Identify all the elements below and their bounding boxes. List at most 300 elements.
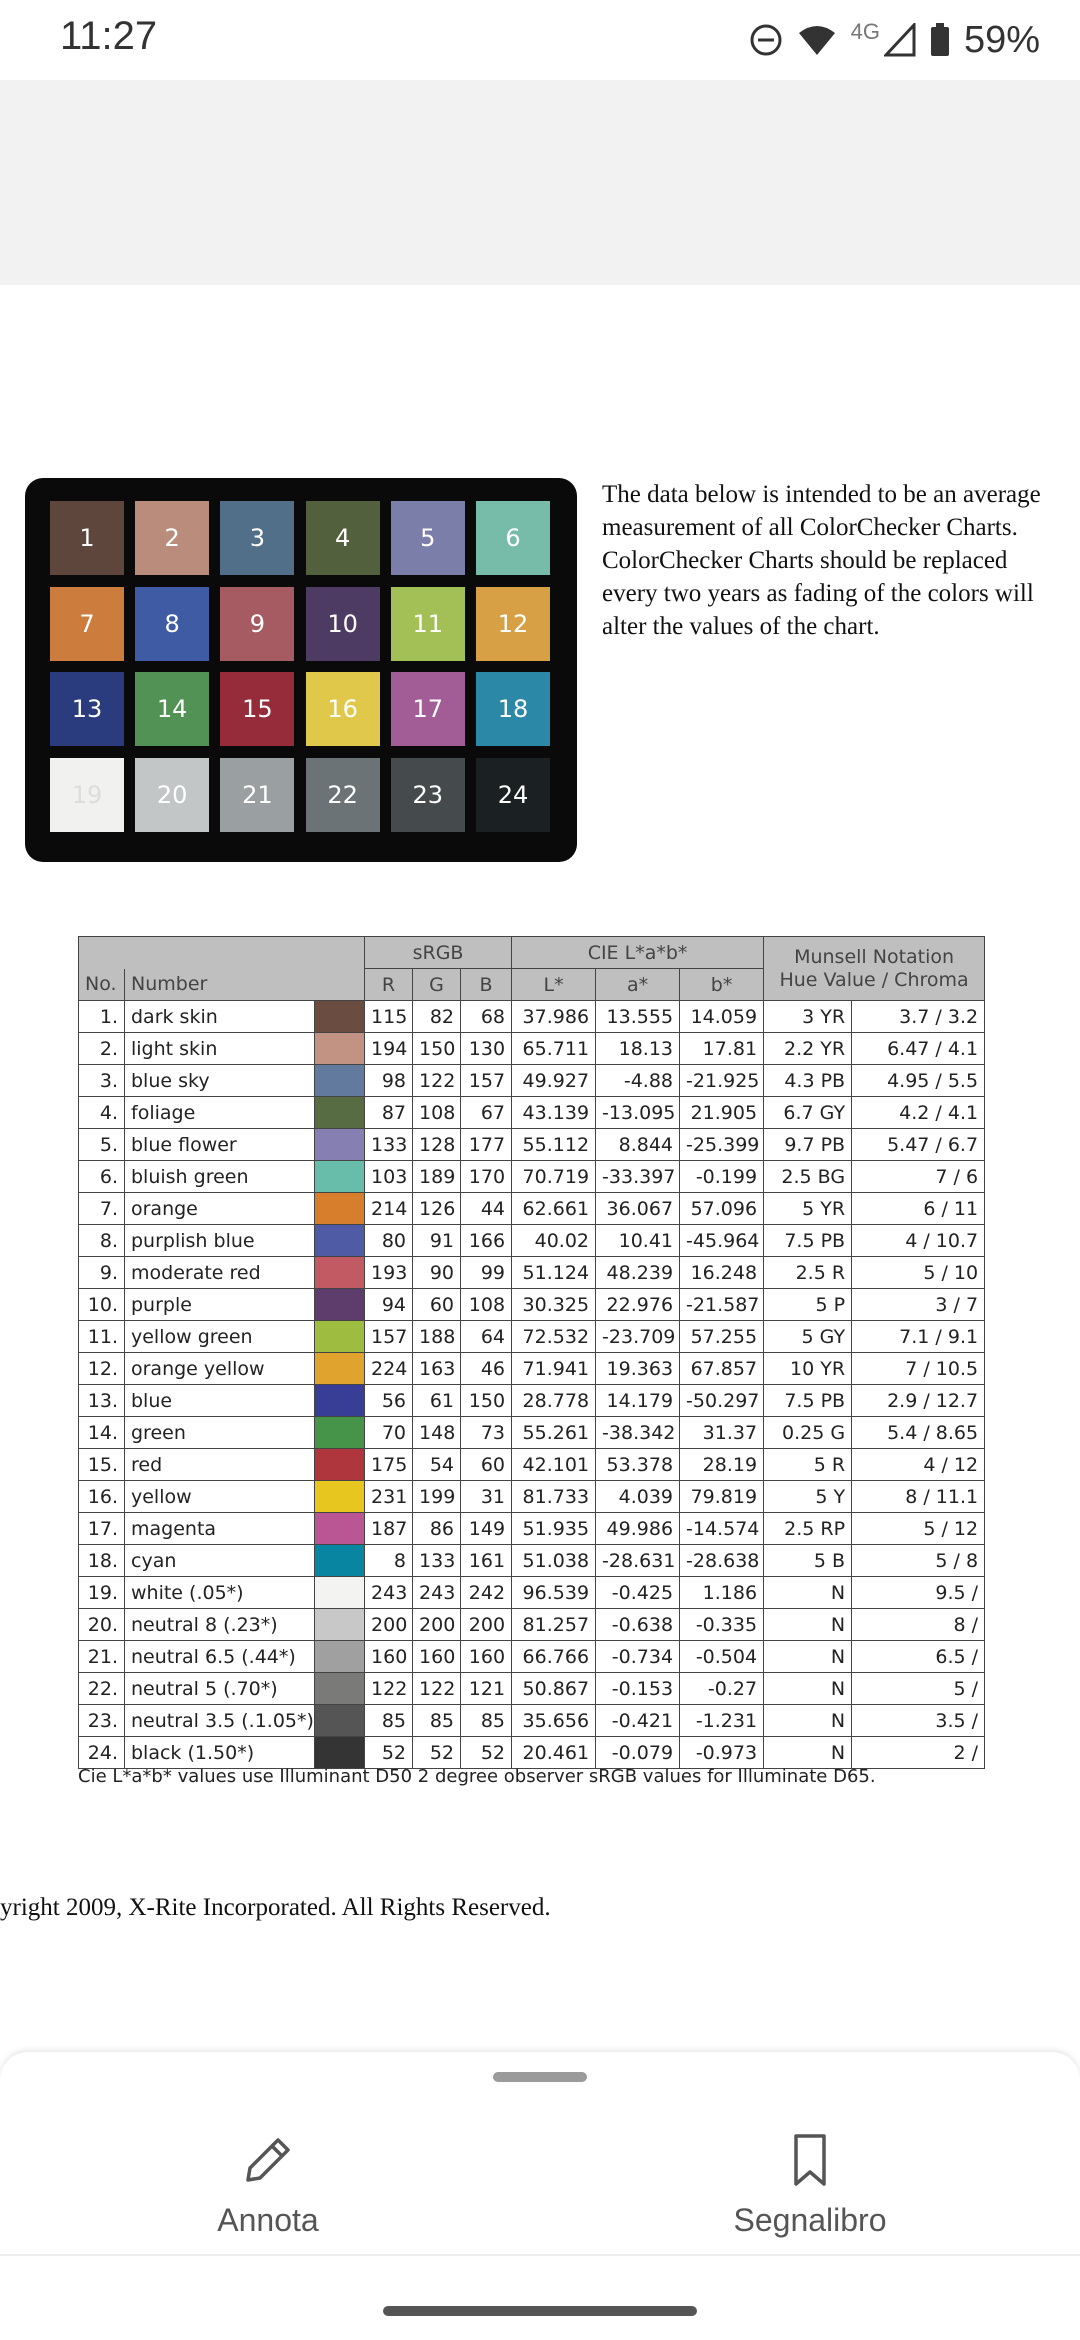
cell-vc: 3.5 / [852, 1705, 985, 1737]
cell-hue: 3 YR [764, 1001, 852, 1033]
cell-b: 242 [461, 1577, 512, 1609]
checker-patch-number: 13 [71, 695, 103, 723]
gesture-nav-bar[interactable] [383, 2306, 697, 2316]
cell-hue: 5 B [764, 1545, 852, 1577]
cell-no: 20. [79, 1609, 125, 1641]
checker-patch [50, 758, 124, 832]
cell-r: 8 [365, 1545, 413, 1577]
cell-b: 64 [461, 1321, 512, 1353]
cell-name: blue [125, 1385, 315, 1417]
table-row [79, 1193, 985, 1225]
bookmark-button[interactable] [660, 2132, 960, 2252]
color-swatch [315, 1577, 365, 1609]
cell-no: 6. [79, 1161, 125, 1193]
cell-b: 150 [461, 1385, 512, 1417]
cell-vc: 6.5 / [852, 1641, 985, 1673]
color-swatch [315, 1737, 365, 1769]
checker-patch-number: 12 [497, 609, 529, 638]
cell-b: 31 [461, 1481, 512, 1513]
table-row [79, 1545, 985, 1577]
checker-patch [306, 587, 380, 661]
cell-hue: 5 Y [764, 1481, 852, 1513]
checker-patch-number: 18 [497, 695, 529, 723]
annotate-button[interactable] [118, 2132, 418, 2252]
checker-patch-number: 10 [327, 609, 358, 638]
header-number: Number [125, 969, 365, 1001]
cell-name: black (1.50*) [125, 1737, 315, 1769]
sheet-divider [0, 2254, 1080, 2256]
table-row [79, 1353, 985, 1385]
color-swatch [315, 1289, 365, 1321]
cell-b: 85 [461, 1705, 512, 1737]
cell-name: purplish blue [125, 1225, 315, 1257]
checker-patch-number: 8 [164, 609, 180, 638]
header-blank [79, 937, 365, 969]
checker-patch-number: 9 [249, 609, 266, 638]
cell-b: 60 [461, 1449, 512, 1481]
checker-patch [476, 587, 550, 661]
cell-g: 150 [413, 1033, 461, 1065]
cell-a: 19.363 [596, 1353, 680, 1385]
cell-a: 13.555 [596, 1001, 680, 1033]
cell-bs: -50.297 [680, 1385, 764, 1417]
cell-bs: 57.255 [680, 1321, 764, 1353]
cell-name: foliage [125, 1097, 315, 1129]
cell-a: 4.039 [596, 1481, 680, 1513]
color-swatch-fill [315, 1353, 364, 1384]
copyright-text: yright 2009, X-Rite Incorporated. All Rights Reserved. [0, 1894, 551, 1921]
cell-b: 166 [461, 1225, 512, 1257]
annotate-label: Annota [217, 2202, 319, 2238]
cell-bs: 16.248 [680, 1257, 764, 1289]
table-row [79, 1577, 985, 1609]
checker-patch [220, 758, 294, 832]
table-row [79, 1161, 985, 1193]
checker-patch [476, 501, 550, 575]
cell-b: 52 [461, 1737, 512, 1769]
cell-name: neutral 5 (.70*) [125, 1673, 315, 1705]
color-swatch [315, 1545, 365, 1577]
cell-no: 23. [79, 1705, 125, 1737]
cell-l: 50.867 [512, 1673, 596, 1705]
header-g: G [413, 969, 461, 1001]
cell-hue: N [764, 1673, 852, 1705]
do-not-disturb-icon [749, 23, 783, 57]
cell-hue: 2.2 YR [764, 1033, 852, 1065]
color-swatch-fill [315, 1385, 364, 1416]
cell-bs: -0.973 [680, 1737, 764, 1769]
cell-no: 3. [79, 1065, 125, 1097]
cell-no: 12. [79, 1353, 125, 1385]
cell-b: 68 [461, 1001, 512, 1033]
cell-no: 16. [79, 1481, 125, 1513]
cell-bs: 17.81 [680, 1033, 764, 1065]
cell-g: 148 [413, 1417, 461, 1449]
color-swatch-fill [315, 1545, 364, 1576]
cell-b: 200 [461, 1609, 512, 1641]
cell-vc: 7 / 6 [852, 1161, 985, 1193]
color-swatch-fill [315, 1513, 364, 1544]
color-swatch-fill [315, 1417, 364, 1448]
cell-vc: 4 / 12 [852, 1449, 985, 1481]
cell-l: 51.038 [512, 1545, 596, 1577]
cell-hue: 5 YR [764, 1193, 852, 1225]
checker-patch-number: 15 [242, 695, 273, 723]
checker-patch-number: 22 [327, 780, 358, 809]
table-row [79, 1513, 985, 1545]
cell-r: 194 [365, 1033, 413, 1065]
cell-b: 177 [461, 1129, 512, 1161]
cell-l: 81.733 [512, 1481, 596, 1513]
cell-name: blue sky [125, 1065, 315, 1097]
checker-patch-number: 20 [156, 780, 188, 809]
cell-name: neutral 6.5 (.44*) [125, 1641, 315, 1673]
cell-a: 53.378 [596, 1449, 680, 1481]
cell-vc: 5 / 8 [852, 1545, 985, 1577]
cell-no: 24. [79, 1737, 125, 1769]
cell-bs: 67.857 [680, 1353, 764, 1385]
cell-b: 46 [461, 1353, 512, 1385]
table-row [79, 1225, 985, 1257]
checker-patch-number: 6 [505, 524, 521, 552]
cell-a: 14.179 [596, 1385, 680, 1417]
cell-bs: -21.587 [680, 1289, 764, 1321]
cell-hue: 9.7 PB [764, 1129, 852, 1161]
cell-r: 70 [365, 1417, 413, 1449]
cell-a: -23.709 [596, 1321, 680, 1353]
cell-g: 126 [413, 1193, 461, 1225]
cell-bs: -0.504 [680, 1641, 764, 1673]
cell-hue: N [764, 1737, 852, 1769]
cell-l: 55.261 [512, 1417, 596, 1449]
table-row [79, 1321, 985, 1353]
table-row [79, 1449, 985, 1481]
colorchecker-table [78, 936, 984, 1769]
status-time: 11:27 [60, 14, 158, 58]
table-row [79, 1673, 985, 1705]
cell-r: 175 [365, 1449, 413, 1481]
table-row [79, 1065, 985, 1097]
status-bar [0, 0, 1080, 80]
table-row [79, 1641, 985, 1673]
cell-g: 91 [413, 1225, 461, 1257]
header-bstar: b* [680, 969, 764, 1001]
cell-vc: 5.4 / 8.65 [852, 1417, 985, 1449]
cell-b: 67 [461, 1097, 512, 1129]
cell-g: 199 [413, 1481, 461, 1513]
color-swatch-fill [315, 1673, 364, 1704]
cell-a: -0.079 [596, 1737, 680, 1769]
cell-b: 73 [461, 1417, 512, 1449]
cell-r: 214 [365, 1193, 413, 1225]
color-swatch-fill [315, 1449, 364, 1480]
table-row [79, 1385, 985, 1417]
cell-name: orange [125, 1193, 315, 1225]
table-row [79, 1097, 985, 1129]
cell-a: -38.342 [596, 1417, 680, 1449]
sheet-drag-handle[interactable] [493, 2072, 587, 2082]
color-swatch-fill [315, 1257, 364, 1288]
cell-a: 10.41 [596, 1225, 680, 1257]
cell-r: 224 [365, 1353, 413, 1385]
cell-g: 82 [413, 1001, 461, 1033]
color-swatch [315, 1673, 365, 1705]
cell-b: 161 [461, 1545, 512, 1577]
cell-bs: -1.231 [680, 1705, 764, 1737]
cell-bs: -28.638 [680, 1545, 764, 1577]
cell-g: 122 [413, 1673, 461, 1705]
cell-hue: N [764, 1577, 852, 1609]
header-munsell-sub: Hue Value / Chroma [779, 968, 969, 991]
color-swatch [315, 1065, 365, 1097]
cell-l: 66.766 [512, 1641, 596, 1673]
cell-vc: 2.9 / 12.7 [852, 1385, 985, 1417]
cell-no: 18. [79, 1545, 125, 1577]
cell-l: 40.02 [512, 1225, 596, 1257]
cell-l: 65.711 [512, 1033, 596, 1065]
cell-name: moderate red [125, 1257, 315, 1289]
table-row [79, 1737, 985, 1769]
cell-a: 49.986 [596, 1513, 680, 1545]
cell-name: green [125, 1417, 315, 1449]
table-row [79, 1001, 985, 1033]
cell-no: 14. [79, 1417, 125, 1449]
cell-hue: 6.7 GY [764, 1097, 852, 1129]
cell-a: -0.421 [596, 1705, 680, 1737]
cell-l: 55.112 [512, 1129, 596, 1161]
header-no: No. [79, 969, 125, 1001]
color-swatch-fill [315, 1097, 364, 1128]
status-icons [749, 14, 1040, 66]
cell-b: 108 [461, 1289, 512, 1321]
table-footnote: Cie L*a*b* values use Illuminant D50 2 degree observer sRGB values for Illuminate D65. [78, 1766, 876, 1787]
checker-patch-number: 4 [334, 524, 351, 552]
header-b: B [461, 969, 512, 1001]
cell-vc: 7 / 10.5 [852, 1353, 985, 1385]
cell-hue: 4.3 PB [764, 1065, 852, 1097]
cell-b: 157 [461, 1065, 512, 1097]
cell-hue: 5 R [764, 1449, 852, 1481]
cell-l: 96.539 [512, 1577, 596, 1609]
cell-g: 163 [413, 1353, 461, 1385]
cell-vc: 8 / 11.1 [852, 1481, 985, 1513]
cell-hue: 7.5 PB [764, 1385, 852, 1417]
color-swatch [315, 1513, 365, 1545]
cell-l: 35.656 [512, 1705, 596, 1737]
cell-vc: 4 / 10.7 [852, 1225, 985, 1257]
cell-vc: 4.95 / 5.5 [852, 1065, 985, 1097]
color-swatch [315, 1449, 365, 1481]
cell-bs: 21.905 [680, 1097, 764, 1129]
table-row [79, 1705, 985, 1737]
cell-hue: 2.5 BG [764, 1161, 852, 1193]
cell-l: 49.927 [512, 1065, 596, 1097]
cell-a: -4.88 [596, 1065, 680, 1097]
color-swatch-fill [315, 1161, 364, 1192]
cell-no: 9. [79, 1257, 125, 1289]
cell-g: 54 [413, 1449, 461, 1481]
checker-patch [135, 587, 209, 661]
checker-patch-number: 14 [156, 695, 188, 723]
cell-vc: 6 / 11 [852, 1193, 985, 1225]
cell-bs: -25.399 [680, 1129, 764, 1161]
cell-r: 80 [365, 1225, 413, 1257]
cell-hue: 2.5 R [764, 1257, 852, 1289]
cell-no: 4. [79, 1097, 125, 1129]
color-swatch [315, 1481, 365, 1513]
cell-r: 231 [365, 1481, 413, 1513]
cell-l: 20.461 [512, 1737, 596, 1769]
cell-bs: 79.819 [680, 1481, 764, 1513]
cell-bs: -14.574 [680, 1513, 764, 1545]
cell-l: 30.325 [512, 1289, 596, 1321]
wifi-icon [797, 23, 837, 57]
cell-name: orange yellow [125, 1353, 315, 1385]
cell-b: 160 [461, 1641, 512, 1673]
cell-hue: N [764, 1641, 852, 1673]
cell-name: red [125, 1449, 315, 1481]
cell-no: 8. [79, 1225, 125, 1257]
checker-patch [135, 758, 209, 832]
battery-icon [930, 23, 950, 57]
cell-a: -0.638 [596, 1609, 680, 1641]
header-l: L* [512, 969, 596, 1001]
cell-l: 42.101 [512, 1449, 596, 1481]
color-swatch [315, 1417, 365, 1449]
cell-no: 7. [79, 1193, 125, 1225]
cell-g: 52 [413, 1737, 461, 1769]
table-row [79, 1289, 985, 1321]
cell-r: 115 [365, 1001, 413, 1033]
cell-b: 170 [461, 1161, 512, 1193]
header-munsell [764, 937, 985, 1001]
cell-no: 10. [79, 1289, 125, 1321]
cell-no: 2. [79, 1033, 125, 1065]
checker-patch [50, 501, 124, 575]
checker-patch-number: 21 [242, 780, 273, 809]
cell-g: 188 [413, 1321, 461, 1353]
cell-hue: 10 YR [764, 1353, 852, 1385]
cell-signal-icon [884, 23, 916, 57]
cell-l: 43.139 [512, 1097, 596, 1129]
checker-patch-number: 2 [164, 524, 180, 552]
color-swatch [315, 1193, 365, 1225]
cell-hue: N [764, 1705, 852, 1737]
checker-patch [220, 672, 294, 746]
color-swatch [315, 1001, 365, 1033]
cell-bs: -0.27 [680, 1673, 764, 1705]
cell-l: 51.124 [512, 1257, 596, 1289]
table-row [79, 1481, 985, 1513]
table-row [79, 1257, 985, 1289]
network-type-label: 4G [850, 19, 880, 44]
cell-name: neutral 8 (.23*) [125, 1609, 315, 1641]
cell-no: 21. [79, 1641, 125, 1673]
cell-r: 56 [365, 1385, 413, 1417]
cell-vc: 3 / 7 [852, 1289, 985, 1321]
table-body [79, 1001, 985, 1769]
cell-g: 200 [413, 1609, 461, 1641]
cell-a: -0.734 [596, 1641, 680, 1673]
color-swatch [315, 1225, 365, 1257]
color-swatch-fill [315, 1033, 364, 1064]
battery-percent: 59% [963, 18, 1040, 61]
color-swatch [315, 1641, 365, 1673]
cell-bs: -45.964 [680, 1225, 764, 1257]
cell-b: 99 [461, 1257, 512, 1289]
cell-hue: N [764, 1609, 852, 1641]
checker-patch-number: 1 [79, 524, 95, 552]
cell-vc: 7.1 / 9.1 [852, 1321, 985, 1353]
cell-vc: 9.5 / [852, 1577, 985, 1609]
color-swatch [315, 1097, 365, 1129]
cell-r: 187 [365, 1513, 413, 1545]
color-swatch [315, 1353, 365, 1385]
cell-hue: 5 GY [764, 1321, 852, 1353]
data-table [78, 936, 985, 1769]
checker-patch [220, 587, 294, 661]
cell-g: 85 [413, 1705, 461, 1737]
table-row [79, 1609, 985, 1641]
checker-patch [391, 672, 465, 746]
color-swatch [315, 1705, 365, 1737]
color-swatch-fill [315, 1289, 364, 1320]
color-swatch [315, 1385, 365, 1417]
colorchecker-chart [25, 478, 577, 862]
checker-patch-number: 5 [420, 524, 436, 552]
checker-patch [50, 587, 124, 661]
checker-patch [306, 501, 380, 575]
cell-no: 19. [79, 1577, 125, 1609]
checker-patch-number: 17 [412, 695, 444, 723]
checker-patch-number: 3 [249, 524, 266, 552]
cell-hue: 7.5 PB [764, 1225, 852, 1257]
toolbar-area [0, 80, 1080, 285]
header-munsell-title: Munsell Notation [794, 945, 955, 968]
color-swatch-fill [315, 1065, 364, 1096]
cell-r: 52 [365, 1737, 413, 1769]
cell-vc: 3.7 / 3.2 [852, 1001, 985, 1033]
cell-g: 122 [413, 1065, 461, 1097]
cell-a: 22.976 [596, 1289, 680, 1321]
cell-r: 157 [365, 1321, 413, 1353]
cell-name: cyan [125, 1545, 315, 1577]
cell-vc: 2 / [852, 1737, 985, 1769]
checker-patch [391, 587, 465, 661]
cell-name: dark skin [125, 1001, 315, 1033]
bookmark-icon [782, 2132, 838, 2188]
cell-g: 61 [413, 1385, 461, 1417]
cell-l: 28.778 [512, 1385, 596, 1417]
cell-name: bluish green [125, 1161, 315, 1193]
cell-bs: -0.199 [680, 1161, 764, 1193]
header-a: a* [596, 969, 680, 1001]
checker-patch [391, 501, 465, 575]
checker-patch [391, 758, 465, 832]
cell-bs: 57.096 [680, 1193, 764, 1225]
cell-r: 243 [365, 1577, 413, 1609]
cell-b: 130 [461, 1033, 512, 1065]
header-cie: CIE L*a*b* [512, 937, 764, 969]
color-swatch [315, 1161, 365, 1193]
checker-patch-number: 24 [497, 780, 529, 809]
cell-no: 11. [79, 1321, 125, 1353]
bottom-sheet [0, 2052, 1080, 2340]
cell-r: 133 [365, 1129, 413, 1161]
cell-r: 98 [365, 1065, 413, 1097]
cell-r: 160 [365, 1641, 413, 1673]
cell-l: 72.532 [512, 1321, 596, 1353]
